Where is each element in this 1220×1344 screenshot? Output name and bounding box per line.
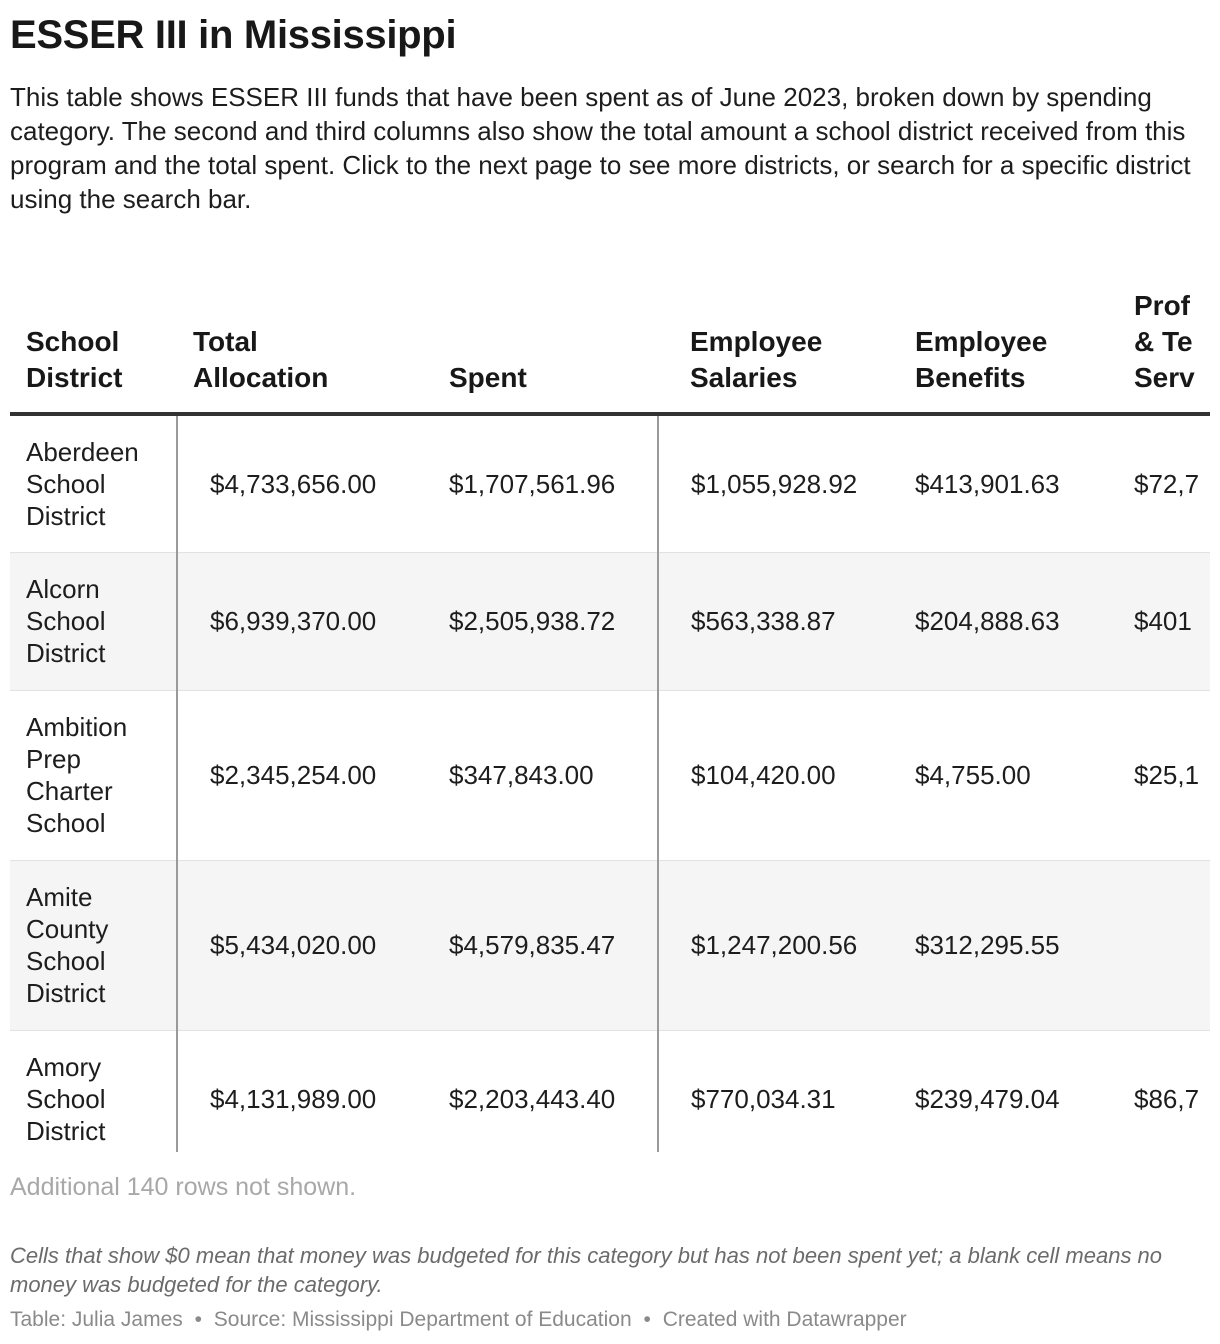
cell-district <box>10 414 177 552</box>
header-line: Prof <box>1134 290 1190 321</box>
column-header-professional-technical-services[interactable] <box>1118 262 1210 414</box>
cell-employee-salaries: $104,420.00 <box>658 690 899 860</box>
cell-spent: $1,707,561.96 <box>417 414 658 552</box>
column-header-school-district[interactable] <box>10 262 177 414</box>
cell-employee-benefits: $239,479.04 <box>915 1084 1060 1115</box>
header-line: School <box>26 326 120 357</box>
credits-line <box>10 1306 907 1334</box>
header-line: Employee <box>915 326 1048 357</box>
header-line: Allocation <box>193 362 329 393</box>
column-header-total-allocation[interactable] <box>177 262 417 414</box>
cell-employee-benefits: $312,295.55 <box>899 860 1118 1030</box>
cell-employee-benefits: $4,755.00 <box>899 690 1118 860</box>
cell-district <box>10 552 177 690</box>
header-line: Total <box>193 326 258 357</box>
district-line: District <box>26 500 106 531</box>
column-header-employee-benefits[interactable] <box>899 262 1118 414</box>
cell-total-allocation: $5,434,020.00 <box>177 860 417 1030</box>
district-line: Amite <box>26 882 93 912</box>
district-line: District <box>26 638 106 668</box>
credit-author: Table: Julia James <box>10 1308 183 1331</box>
header-line: & Te <box>1134 326 1193 357</box>
cell-spent: $347,843.00 <box>417 690 658 860</box>
header-line: Employee <box>690 326 823 357</box>
header-line: Spent <box>449 362 527 393</box>
district-line: School <box>26 606 106 636</box>
cell-total-allocation: $2,345,254.00 <box>177 690 417 860</box>
cell-professional-services: $86,7 <box>1134 1084 1200 1115</box>
table-container <box>10 262 1210 1152</box>
cell-employee-salaries: $1,247,200.56 <box>658 860 899 1030</box>
district-line: Alcorn <box>26 574 100 604</box>
cell-total-allocation: $6,939,370.00 <box>177 552 417 690</box>
cell-professional-services: $25,1 <box>1118 690 1210 860</box>
table-footnote: Cells that show $0 mean that money was budgeted for this category but has not been spent yet; a blank cell means no money was budgeted for the category. <box>10 1243 1163 1297</box>
header-line: District <box>26 362 123 393</box>
cell-total-allocation: $4,131,989.00 <box>210 1084 377 1115</box>
table-row <box>10 414 1210 552</box>
district-line: School <box>26 808 106 838</box>
rows-not-shown-note: Additional 140 rows not shown. <box>10 1173 357 1201</box>
cell-professional-services <box>1118 860 1210 1030</box>
cell-professional-services: $401 <box>1118 552 1210 690</box>
district-line: District <box>26 978 106 1008</box>
cell-district <box>10 690 177 860</box>
credit-datawrapper-link[interactable]: Created with Datawrapper <box>662 1308 907 1331</box>
district-line: Charter <box>26 776 113 806</box>
table-description: This table shows ESSER III funds that have been spent as of June 2023, broken down by spending category. The second and third columns also show the total amount a school district received from this program and the total spent. Click to the next page to see more districts, or search for a specific district using the search bar. <box>10 82 1191 214</box>
cell-district <box>10 1030 177 1152</box>
cell-spent: $4,579,835.47 <box>417 860 658 1030</box>
district-line: School <box>26 946 106 976</box>
cell-total-allocation: $4,733,656.00 <box>177 414 417 552</box>
table-row <box>10 690 1210 860</box>
data-table <box>10 262 1210 1152</box>
cell-professional-services: $72,7 <box>1118 414 1210 552</box>
header-line: Salaries <box>690 362 798 393</box>
table-header-row <box>10 262 1210 414</box>
district-line: Ambition <box>26 712 128 742</box>
cell-district <box>10 860 177 1030</box>
column-header-spent[interactable] <box>417 262 658 414</box>
page-title: ESSER III in Mississippi <box>10 13 457 57</box>
district-line: Aberdeen <box>26 436 139 467</box>
credit-separator: • <box>643 1308 651 1331</box>
table-row <box>10 1030 1210 1152</box>
cell-employee-benefits: $413,901.63 <box>899 414 1118 552</box>
header-line: Serv <box>1134 362 1195 393</box>
cell-employee-salaries: $1,055,928.92 <box>658 414 899 552</box>
cell-employee-salaries: $770,034.31 <box>691 1084 836 1115</box>
table-row <box>10 860 1210 1030</box>
district-line: District <box>26 1116 106 1147</box>
header-line: Benefits <box>915 362 1026 393</box>
district-line: School <box>26 1084 106 1115</box>
cell-employee-benefits: $204,888.63 <box>899 552 1118 690</box>
district-line: School <box>26 468 106 499</box>
table-row <box>10 552 1210 690</box>
district-line: Prep <box>26 744 81 774</box>
district-line: County <box>26 914 109 944</box>
cell-spent: $2,203,443.40 <box>417 1030 658 1152</box>
cell-spent: $2,505,938.72 <box>417 552 658 690</box>
credit-source: Source: Mississippi Department of Education <box>213 1308 632 1331</box>
column-header-employee-salaries[interactable] <box>658 262 899 414</box>
credit-separator: • <box>194 1308 202 1331</box>
district-line: Amory <box>26 1052 102 1083</box>
cell-employee-salaries: $563,338.87 <box>658 552 899 690</box>
